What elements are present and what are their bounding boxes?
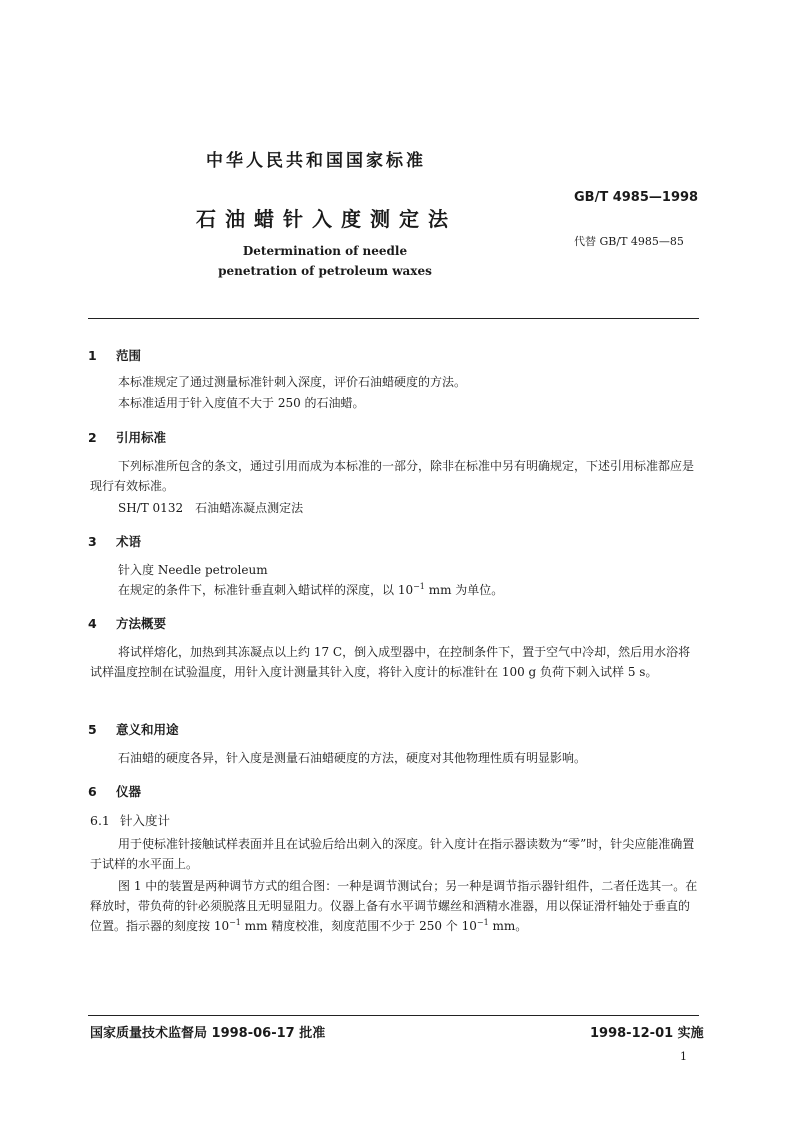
section-number: 4 bbox=[88, 616, 97, 631]
section-title: 术语 bbox=[116, 534, 142, 549]
bottom-divider bbox=[88, 1015, 699, 1016]
english-title-line-1: Determination of needle bbox=[242, 244, 408, 258]
english-title-line-2: penetration of petroleum waxes bbox=[218, 264, 432, 278]
section-2-para-1: 下列标准所包含的条文，通过引用而成为本标准的一部分，除非在标准中另有明确规定，下述引用标准都应是现行有效标准。 bbox=[90, 459, 695, 493]
section-title: 方法概要 bbox=[116, 616, 167, 631]
section-1-para-2: 本标准适用于针入度值不大于 250 的石油蜡。 bbox=[118, 396, 365, 410]
section-3-term: 针入度 Needle petroleum bbox=[118, 563, 268, 577]
section-6-heading bbox=[88, 782, 141, 800]
section-number: 1 bbox=[88, 348, 97, 363]
section-title: 引用标准 bbox=[116, 430, 167, 445]
section-1-para-1: 本标准规定了通过测量标准针刺入深度，评价石油蜡硬度的方法。 bbox=[118, 375, 467, 389]
section-5-heading bbox=[88, 720, 179, 738]
top-divider bbox=[88, 318, 699, 319]
section-5-para-1: 石油蜡的硬度各异，针入度是测量石油蜡硬度的方法，硬度对其他物理性质有明显影响。 bbox=[118, 751, 587, 765]
standard-org-header: 中华人民共和国国家标准 bbox=[206, 151, 426, 171]
subsection-6-1-heading: 6.1 针入度计 bbox=[90, 813, 171, 828]
section-3-definition: 在规定的条件下，标准针垂直刺入蜡试样的深度，以 $10^{-1}$ mm 为单位。 bbox=[118, 582, 504, 597]
effective-date: 1998-12-01 实施 bbox=[590, 1026, 704, 1041]
section-4-heading bbox=[88, 614, 166, 632]
section-number: 5 bbox=[88, 722, 97, 737]
section-1-heading bbox=[88, 346, 141, 364]
section-4-para-1: 将试样熔化，加热到其冻凝点以上约 17 C，倒入成型器中，在控制条件下，置于空气中冷却，然后用水浴将试样温度控制在试验温度，用针入度计测量其针入度，将针入度计的标准针在 100 g 负荷下刺入试样 5 s。 bbox=[90, 645, 691, 679]
section-number: 2 bbox=[88, 430, 97, 445]
section-number: 3 bbox=[88, 534, 97, 549]
section-title: 意义和用途 bbox=[116, 722, 179, 737]
section-2-reference: SH/T 0132 石油蜡冻凝点测定法 bbox=[118, 501, 304, 515]
section-3-heading bbox=[88, 532, 141, 550]
replaces-note: 代替 GB/T 4985—85 bbox=[574, 235, 684, 248]
document-title: 石油蜡针入度测定法 bbox=[196, 207, 457, 231]
page-number: 1 bbox=[680, 1050, 687, 1063]
standard-code: GB/T 4985—1998 bbox=[574, 190, 699, 205]
section-number: 6 bbox=[88, 784, 97, 799]
section-title: 仪器 bbox=[116, 784, 142, 799]
approval-note: 国家质量技术监督局 1998-06-17 批准 bbox=[90, 1026, 326, 1041]
section-title: 范围 bbox=[116, 348, 142, 363]
section-6-1-para-2: 图 1 中的装置是两种调节方式的组合图：一种是调节测试台；另一种是调节指示器针组件，二者任选其一。在释放时，带负荷的针必须脱落且无明显阻力。仪器上备有水平调节螺丝和酒精水准器，用以保证滑杆轴处于垂直的位置。指示器的刻度按 $10^{-1}$ mm 精度校准，刻度范围不少于 250 个 $10^{-1}$ mm。 bbox=[90, 879, 698, 933]
section-2-heading bbox=[88, 428, 166, 446]
section-6-1-para-1: 用于使标准针接触试样表面并且在试验后给出刺入的深度。针入度计在指示器读数为“零”时，针尖应能准确置于试样的水平面上。 bbox=[90, 837, 695, 871]
